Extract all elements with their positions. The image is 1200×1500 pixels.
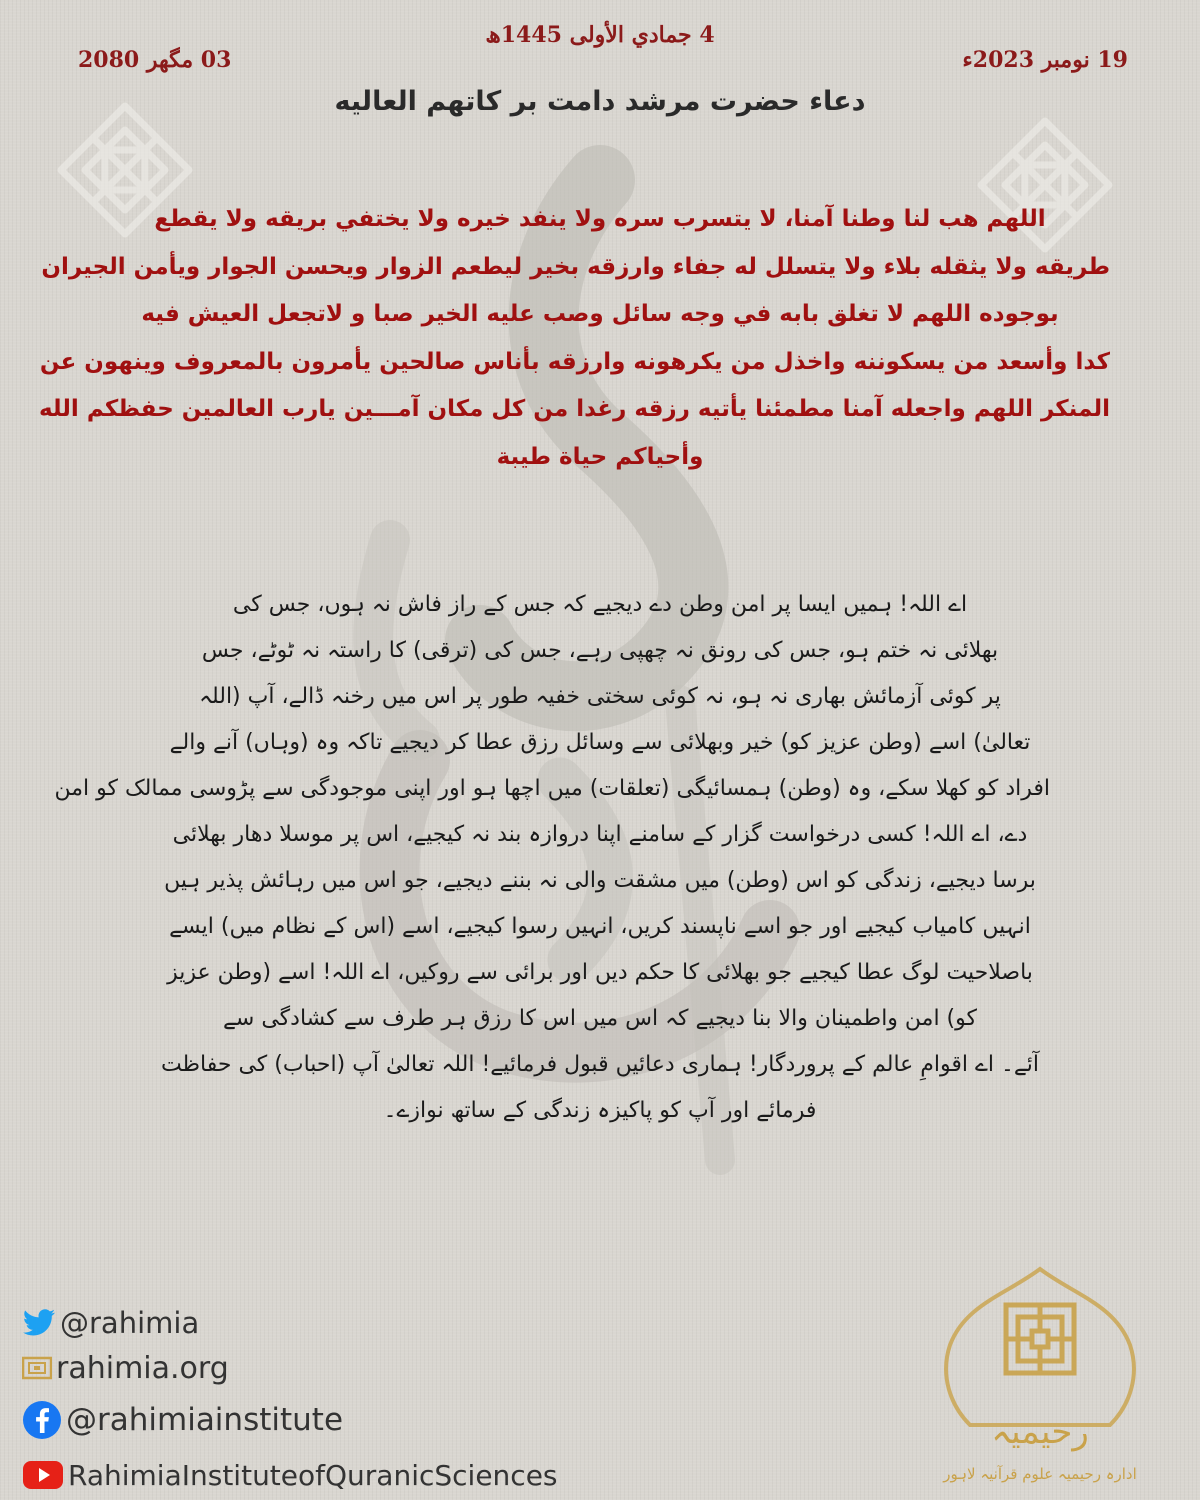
arabic-line: طريقه ولا يثقله بلاء ولا يتسلل له جفاء وارزقه بخير ليطعم الزوار ويحسن الجوار ويأمن الجيران <box>41 253 1110 280</box>
urdu-line: اے اللہ! ہمیں ایسا پر امن وطن دے دیجیے کہ جس کے راز فاش نہ ہوں، جس کی <box>232 592 968 617</box>
urdu-line: بھلائی نہ ختم ہو، جس کی رونق نہ چھپی رہے، جس کی (ترقی) کا راستہ نہ ٹوٹے، جس <box>201 638 999 663</box>
hijri-date: 4 جمادي الأولى 1445ھ <box>485 22 715 48</box>
urdu-line: برسا دیجیے، زندگی کو اس (وطن) میں مشقت والی نہ بننے دیجیے، جو اس میں رہائش پذیر ہیں <box>164 868 1036 893</box>
website-link[interactable] <box>22 1346 662 1390</box>
facebook-handle: @rahimiainstitute <box>66 1402 344 1438</box>
arabic-line: المنكر اللهم واجعله آمنا مطمئنا يأتيه رزقه رغدا من كل مكان آمـــين يارب العالمين حفظكم الله <box>38 396 1110 422</box>
facebook-link[interactable] <box>22 1390 662 1450</box>
urdu-line: کو) امن واطمینان والا بنا دیجیے کہ اس میں اس کا رزق ہر طرف سے کشادگی سے <box>223 1006 977 1031</box>
youtube-icon <box>22 1460 64 1490</box>
arabic-line: بوجوده اللهم لا تغلق بابه في وجه سائل وصب عليه الخير صبا و لاتجعل العيش فيه <box>141 301 1059 327</box>
website-url: rahimia.org <box>56 1350 229 1386</box>
urdu-line: فرمائے اور آپ کو پاکیزہ زندگی کے ساتھ نوازے۔ <box>383 1098 817 1123</box>
bikrami-date: 03 مگھر 2080 <box>78 47 232 73</box>
social-links <box>22 1300 662 1500</box>
urdu-line: افراد کو کھلا سکے، وہ (وطن) ہمسائیگی (تعلقات) میں اچھا ہو اور اپنی موجودگی سے پڑوسی ممالک کو امن <box>54 776 1050 801</box>
youtube-channel: RahimiaInstituteofQuranicSciences <box>68 1458 558 1492</box>
rahimia-emblem <box>910 1265 1170 1495</box>
logo-tagline: ادارہ رحیمیہ علوم قرآنیہ لاہور <box>943 1465 1137 1483</box>
arabic-line: وأحياكم حياة طيبة <box>496 443 704 470</box>
arabic-line: كدا وأسعد من يسكوننه واخذل من يكرهونه وارزقه بأناس صالحين يأمرون بالمعروف وينهون عن <box>39 348 1110 375</box>
urdu-line: انہیں کامیاب کیجیے اور جو اسے ناپسند کریں، انہیں رسوا کیجیے، اسے (اس کے نظام میں) ایسے <box>169 914 1031 939</box>
urdu-line: پر کوئی آزمائش بھاری نہ ہو، نہ کوئی سختی خفیہ طور پر اس میں رخنہ ڈالے، آپ (اللہ <box>199 684 1001 709</box>
arabic-line: اللهم هب لنا وطنا آمنا، لا يتسرب سره ولا ينفد خيره ولا يختفي بريقه ولا يقطع <box>154 206 1046 232</box>
twitter-icon <box>22 1309 56 1337</box>
urdu-line: تعالیٰ) اسے (وطن عزیز کو) خیر وبھلائی سے وسائل رزق عطا کر دیجیے تاکہ وہ (وہاں) آنے والے <box>169 730 1031 755</box>
urdu-line: باصلاحیت لوگ عطا کیجیے جو بھلائی کا حکم دیں اور برائی سے روکیں، اے اللہ! اسے (وطن عزیز <box>167 960 1033 985</box>
youtube-link[interactable] <box>22 1450 662 1500</box>
facebook-icon <box>22 1400 62 1440</box>
rahimia-logo <box>910 1265 1170 1495</box>
arabic-dua <box>38 196 1110 481</box>
web-icon <box>22 1355 52 1381</box>
logo-name: رحیمیہ <box>991 1412 1089 1452</box>
urdu-translation <box>54 582 1050 1134</box>
page-title: دعاء حضرت مرشد دامت بر کاتھم العالیه <box>334 86 866 117</box>
urdu-line: آئے۔ اے اقوامِ عالم کے پروردگار! ہماری دعائیں قبول فرمائیے! اللہ تعالیٰ آپ (احباب) کی حفاظت <box>160 1052 1040 1077</box>
twitter-handle: @rahimia <box>60 1306 200 1340</box>
gregorian-date: 19 نومبر 2023ء <box>962 47 1128 73</box>
urdu-line: دے، اے اللہ! کسی درخواست گزار کے سامنے اپنا دروازہ بند نہ کیجیے، اس پر موسلا دھار بھلائی <box>172 822 1028 847</box>
twitter-link[interactable] <box>22 1300 662 1346</box>
